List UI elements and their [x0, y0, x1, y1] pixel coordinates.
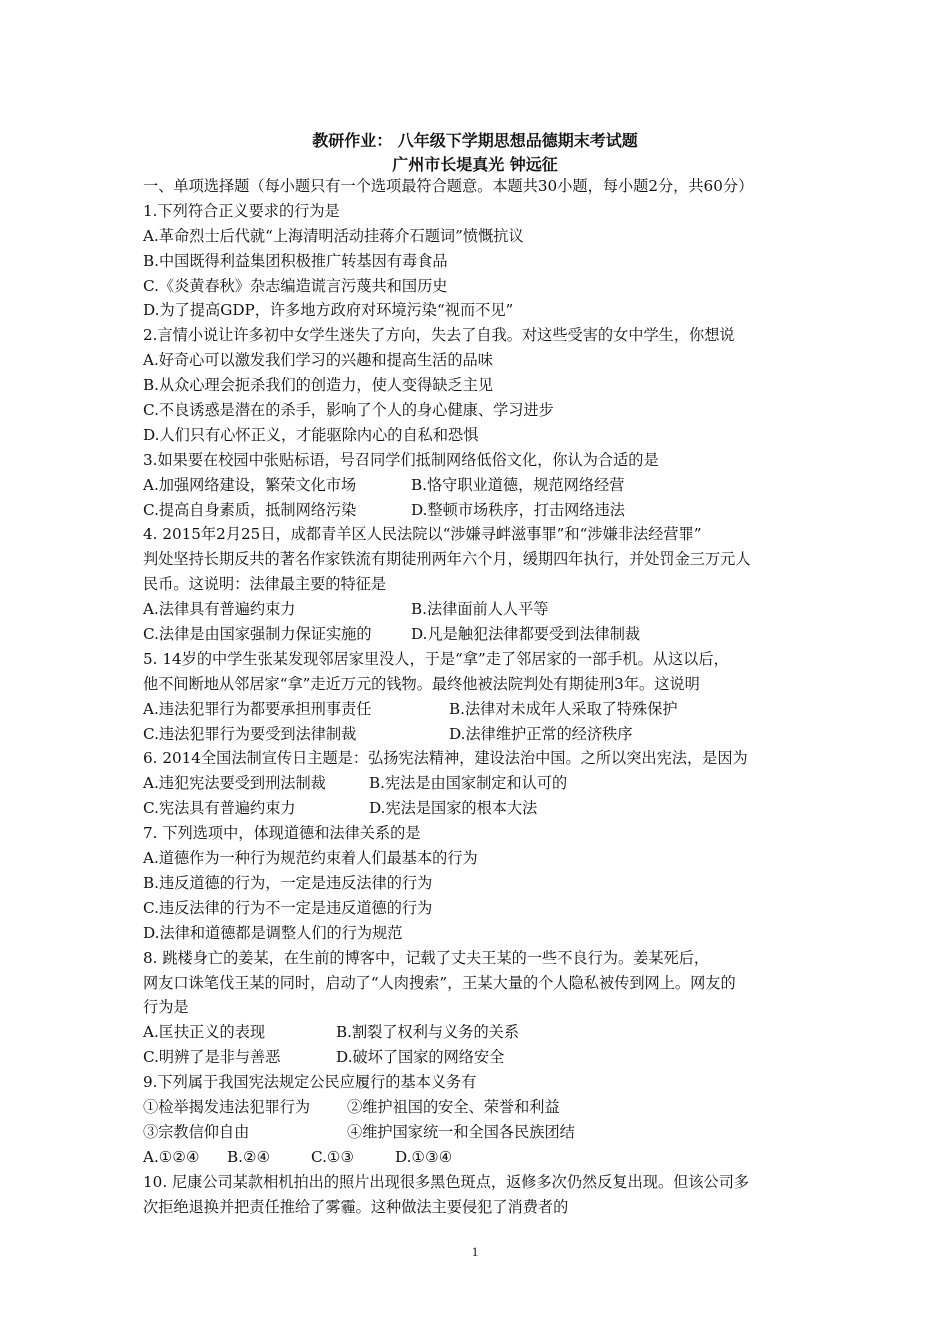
question-3-stem: 3.如果要在校园中张贴标语，号召同学们抵制网络低俗文化，你认为合适的是	[143, 450, 659, 469]
question-1-stem: 1.下列符合正义要求的行为是	[143, 201, 340, 220]
question-7-option-c: C.违反法律的行为不一定是违反道德的行为	[143, 898, 433, 917]
question-9-option-d: D.①③④	[395, 1147, 453, 1166]
question-8-option-c: C.明辨了是非与善恶	[143, 1048, 281, 1067]
question-2-stem: 2.言情小说让许多初中女学生迷失了方向，失去了自我。对这些受害的女中学生，你想说	[143, 326, 735, 345]
question-8-row-ab	[143, 1020, 823, 1045]
question-8-option-d: D.破坏了国家的网络安全	[336, 1048, 505, 1067]
question-9-item-1: ①检举揭发违法犯罪行为	[143, 1097, 311, 1116]
question-3-option-a: A.加强网络建设，繁荣文化市场	[143, 475, 357, 494]
section-heading: 一、单项选择题（每小题只有一个选项最符合题意。本题共30小题，每小题2分，共60分）	[143, 177, 754, 195]
question-9-item-2: ②维护祖国的安全、荣誉和利益	[347, 1097, 560, 1116]
question-3-option-c: C.提高自身素质，抵制网络污染	[143, 500, 357, 519]
question-8-stem-line-2: 网友口诛笔伐王某的同时，启动了“人肉搜索”，王某大量的个人隐私被传到网上。网友的	[143, 973, 736, 992]
question-2-option-d: D.人们只有心怀正义，才能驱除内心的自私和恐惧	[143, 425, 479, 444]
question-6-row-ab	[143, 771, 823, 796]
question-5-option-d: D.法律维护正常的经济秩序	[449, 724, 633, 743]
question-5-stem-line-2: 他不间断地从邻居家“拿”走近万元的钱物。最终他被法院判处有期徒刑3年。这说明	[143, 674, 700, 693]
question-9-option-c: C.①③	[311, 1147, 355, 1166]
question-2-option-a: A.好奇心可以激发我们学习的兴趣和提高生活的品味	[143, 351, 493, 370]
question-5-option-b: B.法律对未成年人采取了特殊保护	[449, 699, 678, 718]
question-9-option-a: A.①②④	[143, 1147, 200, 1166]
question-5-row-cd	[143, 722, 823, 747]
question-10-stem-line-2: 次拒绝退换并把责任推给了雾霾。这种做法主要侵犯了消费者的	[143, 1197, 569, 1216]
question-3-option-d: D.整顿市场秩序，打击网络违法	[411, 500, 625, 519]
question-4-option-b: B.法律面前人人平等	[411, 600, 549, 619]
question-4-stem-line-3: 民币。这说明：法律最主要的特征是	[143, 575, 386, 594]
question-6-row-cd	[143, 796, 823, 821]
question-9-item-3: ③宗教信仰自由	[143, 1122, 250, 1141]
question-5-option-a: A.违法犯罪行为都要承担刑事责任	[143, 699, 372, 718]
question-7-option-d: D.法律和道德都是调整人们的行为规范	[143, 923, 403, 942]
question-9-item-4: ④维护国家统一和全国各民族团结	[347, 1122, 575, 1141]
question-1-option-b: B.中国既得利益集团积极推广转基因有毒食品	[143, 251, 448, 270]
question-8-option-a: A.匡扶正义的表现	[143, 1023, 266, 1042]
question-7-option-a: A.道德作为一种行为规范约束着人们最基本的行为	[143, 849, 478, 868]
question-4-row-cd	[143, 622, 823, 647]
question-5-row-ab	[143, 697, 823, 722]
question-4-option-c: C.法律是由国家强制力保证实施的	[143, 625, 372, 644]
question-5-stem-line-1: 5. 14岁的中学生张某发现邻居家里没人，于是“拿”走了邻居家的一部手机。从这以后，	[143, 649, 729, 668]
question-3-row-ab	[143, 473, 823, 498]
question-4-option-a: A.法律具有普遍约束力	[143, 600, 296, 619]
question-1-option-a: A.革命烈士后代就“上海清明活动挂蒋介石题词”愤慨抗议	[143, 226, 524, 245]
page-number: 1	[471, 1244, 479, 1259]
question-9-options-row	[143, 1145, 823, 1170]
question-8-row-cd	[143, 1045, 823, 1070]
question-6-option-b: B.宪法是由国家制定和认可的	[369, 774, 568, 793]
question-4-option-d: D.凡是触犯法律都要受到法律制裁	[411, 625, 641, 644]
question-4-stem-line-1: 4. 2015年2月25日，成都青羊区人民法院以“涉嫌寻衅滋事罪”和“涉嫌非法经营罪”	[143, 525, 702, 544]
question-3-row-cd	[143, 498, 823, 523]
question-8-stem-line-3: 行为是	[143, 998, 189, 1017]
question-7-option-b: B.违反道德的行为，一定是违反法律的行为	[143, 873, 433, 892]
question-list	[143, 174, 823, 1219]
question-4-stem-line-2: 判处坚持长期反共的著名作家铁流有期徒刑两年六个月，缓期四年执行，并处罚金三万元人	[143, 550, 751, 569]
author-line: 广州市长堤真光 钟远征	[392, 155, 558, 174]
question-6-option-a: A.违犯宪法要受到刑法制裁	[143, 774, 326, 793]
question-9-stem: 9.下列属于我国宪法规定公民应履行的基本义务有	[143, 1073, 477, 1092]
question-2-option-b: B.从众心理会扼杀我们的创造力，使人变得缺乏主见	[143, 376, 494, 395]
question-6-option-c: C.宪法具有普遍约束力	[143, 799, 296, 818]
question-8-option-b: B.割裂了权利与义务的关系	[336, 1023, 520, 1042]
question-9-items-row-1	[143, 1095, 823, 1120]
question-8-stem-line-1: 8. 跳楼身亡的姜某，在生前的博客中，记载了丈夫王某的一些不良行为。姜某死后，	[143, 948, 710, 967]
document-title: 教研作业： 八年级下学期思想品德期末考试题	[312, 131, 638, 150]
question-1-option-c: C.《炎黄春秋》杂志编造谎言污蔑共和国历史	[143, 276, 448, 295]
question-7-stem: 7. 下列选项中，体现道德和法律关系的是	[143, 824, 421, 843]
question-10-stem-line-1: 10. 尼康公司某款相机拍出的照片出现很多黑色斑点，返修多次仍然反复出现。但该公司多	[143, 1172, 750, 1191]
question-2-option-c: C.不良诱惑是潜在的杀手，影响了个人的身心健康、学习进步	[143, 401, 554, 420]
question-6-stem: 6. 2014全国法制宣传日主题是：弘扬宪法精神，建设法治中国。之所以突出宪法，是因为	[143, 749, 748, 768]
question-1-option-d: D.为了提高GDP，许多地方政府对环境污染“视而不见”	[143, 301, 514, 320]
question-5-option-c: C.违法犯罪行为要受到法律制裁	[143, 724, 357, 743]
question-4-row-ab	[143, 597, 823, 622]
question-6-option-d: D.宪法是国家的根本大法	[369, 799, 538, 818]
question-3-option-b: B.恪守职业道德，规范网络经营	[411, 475, 625, 494]
question-9-items-row-2	[143, 1120, 823, 1145]
question-9-option-b: B.②④	[227, 1147, 271, 1166]
